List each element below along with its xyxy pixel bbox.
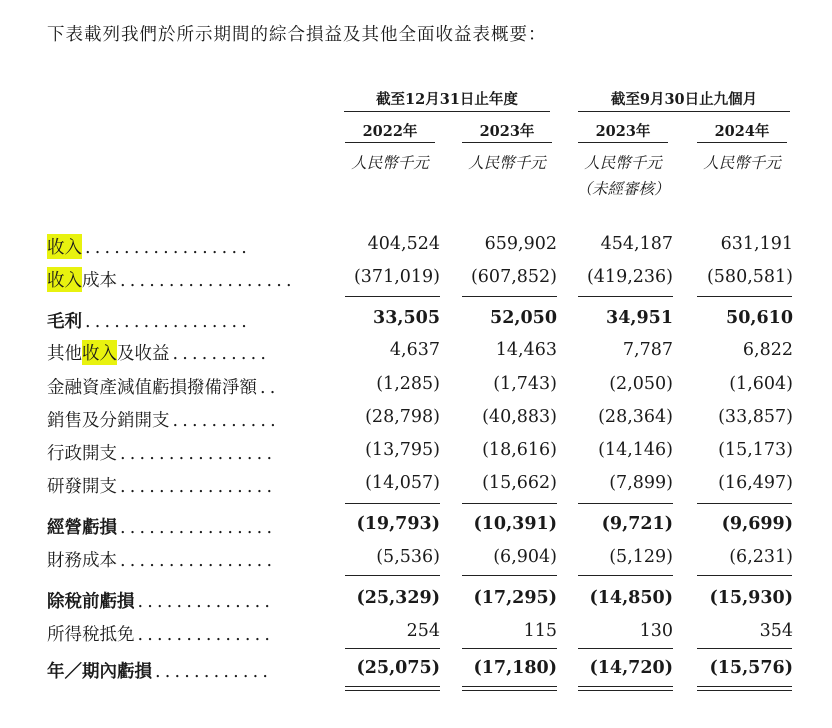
cell-value: (13,795) [365,440,440,460]
cell-value: (14,146) [598,440,673,460]
cell-value: (33,857) [718,407,793,427]
table-row [0,306,832,334]
header-year-2023: 2023年 [479,123,535,140]
cell-value: (7,899) [609,473,673,493]
row-label [47,514,276,539]
cell-value: (1,604) [729,374,793,394]
cell-value: 52,050 [490,308,557,328]
cell-value: (6,231) [729,547,793,567]
header-unaudited-note: （未經審核） [576,180,670,198]
cell-value: (14,057) [365,473,440,493]
header-year-rule [345,142,435,143]
cell-value: 254 [406,621,440,641]
row-label-text: 毛利 [47,312,82,332]
cell-value: (419,236) [586,267,673,287]
total-double-rule [462,686,557,691]
cell-value: (18,616) [482,440,557,460]
subtotal-rule [697,648,792,649]
cell-value: (9,699) [721,514,793,534]
cell-value: 631,191 [720,234,793,254]
row-label-text: 所得稅抵免 [47,625,135,645]
header-year-2024-nine-months: 2024年 [714,123,770,140]
row-label-text: 及收益 [117,344,170,364]
cell-value: (580,581) [706,267,793,287]
table-row [0,512,832,540]
table-row [0,545,832,573]
leader-dots: .................. [120,271,296,291]
cell-value: (15,576) [709,658,793,678]
cell-value: (15,173) [718,440,793,460]
highlighted-term: 收入 [82,340,117,365]
subtotal-rule [697,575,792,576]
leader-dots: ................ [120,551,277,571]
table-row [0,338,832,366]
row-label-text: 除稅前虧損 [47,592,135,612]
cell-value: 34,951 [606,308,673,328]
cell-value: (16,497) [718,473,793,493]
subtotal-rule [345,503,440,504]
header-year-rule [578,142,668,143]
leader-dots: ................. [85,312,251,332]
leader-dots: .. [260,378,280,398]
header-year-2022: 2022年 [362,123,418,140]
table-row [0,372,832,400]
cell-value: (2,050) [609,374,673,394]
header-group-nine-months: 截至9月30日止九個月 [610,91,758,108]
cell-value: (14,850) [589,588,673,608]
cell-value: (28,364) [598,407,673,427]
cell-value: (5,536) [376,547,440,567]
row-label [47,234,251,259]
cell-value: (15,930) [709,588,793,608]
header-group-rule [344,111,550,112]
header-group-rule [578,111,790,112]
row-label [47,340,270,365]
row-label-text: 財務成本 [47,551,117,571]
cell-value: (9,721) [601,514,673,534]
cell-value: (17,295) [473,588,557,608]
leader-dots: .......... [172,344,271,364]
leader-dots: ................. [85,238,251,258]
cell-value: (15,662) [482,473,557,493]
cell-value: (40,883) [482,407,557,427]
subtotal-rule [345,296,440,297]
cell-value: (371,019) [353,267,440,287]
cell-value: 454,187 [600,234,673,254]
cell-value: (6,904) [493,547,557,567]
total-double-rule [345,686,440,691]
row-label [47,308,251,333]
subtotal-rule [345,575,440,576]
row-label-text: 經營虧損 [47,518,117,538]
row-label-text: 行政開支 [47,444,117,464]
total-double-rule [578,686,673,691]
header-year-rule [462,142,552,143]
subtotal-rule [345,648,440,649]
row-label-text: 年／期內虧損 [47,662,152,682]
subtotal-rule [697,503,792,504]
header-unit: 人民幣千元 [351,154,429,172]
subtotal-rule [578,648,673,649]
table-row [0,619,832,647]
table-row [0,265,832,293]
highlighted-term: 收入 [47,267,82,292]
leader-dots: ............ [155,662,273,682]
cell-value: (25,075) [356,658,440,678]
subtotal-rule [578,503,673,504]
row-label-text: 其他 [47,344,82,364]
cell-value: 50,610 [726,308,793,328]
header-year-2023-nine-months: 2023年 [595,123,651,140]
cell-value: 130 [639,621,673,641]
header-unit: 人民幣千元 [468,154,546,172]
cell-value: 659,902 [484,234,557,254]
cell-value: 354 [759,621,793,641]
leader-dots: ........... [172,411,280,431]
cell-value: (17,180) [473,658,557,678]
cell-value: (25,329) [356,588,440,608]
cell-value: (28,798) [365,407,440,427]
cell-value: 33,505 [373,308,440,328]
row-label-text: 研發開支 [47,477,117,497]
leader-dots: .............. [137,625,275,645]
table-row [0,656,832,684]
header-unit: 人民幣千元 [584,154,662,172]
subtotal-rule [578,296,673,297]
row-label-text: 金融資產減值虧損撥備淨額 [47,378,257,398]
subtotal-rule [462,648,557,649]
leader-dots: ................ [120,444,277,464]
row-label [47,658,272,683]
row-label-text: 銷售及分銷開支 [47,411,170,431]
cell-value: (1,285) [376,374,440,394]
cell-value: 14,463 [495,340,557,360]
table-row [0,586,832,614]
cell-value: (1,743) [493,374,557,394]
cell-value: (19,793) [356,514,440,534]
cell-value: (607,852) [470,267,557,287]
cell-value: (14,720) [589,658,673,678]
subtotal-rule [462,503,557,504]
row-label-text: 成本 [82,271,117,291]
row-label [47,473,276,498]
intro-sentence: 下表載列我們於所示期間的綜合損益及其他全面收益表概要： [47,25,547,45]
row-label [47,588,274,613]
row-label [47,440,276,465]
row-label [47,547,276,572]
highlighted-term: 收入 [47,234,82,259]
header-group-fiscal-year: 截至12月31日止年度 [376,91,518,108]
cell-value: 404,524 [367,234,440,254]
header-unit: 人民幣千元 [703,154,781,172]
header-year-rule [697,142,787,143]
table-row [0,438,832,466]
subtotal-rule [697,296,792,297]
table-row [0,471,832,499]
subtotal-rule [462,575,557,576]
cell-value: 4,637 [389,340,440,360]
leader-dots: .............. [137,592,275,612]
total-double-rule [697,686,792,691]
cell-value: 6,822 [742,340,793,360]
row-label [47,407,280,432]
cell-value: (5,129) [609,547,673,567]
row-label [47,374,280,399]
table-row [0,405,832,433]
cell-value: 115 [523,621,557,641]
row-label [47,267,296,292]
cell-value: (10,391) [473,514,557,534]
leader-dots: ................ [120,477,277,497]
subtotal-rule [462,296,557,297]
leader-dots: ................ [120,518,277,538]
cell-value: 7,787 [622,340,673,360]
row-label [47,621,274,646]
subtotal-rule [578,575,673,576]
table-row [0,232,832,260]
